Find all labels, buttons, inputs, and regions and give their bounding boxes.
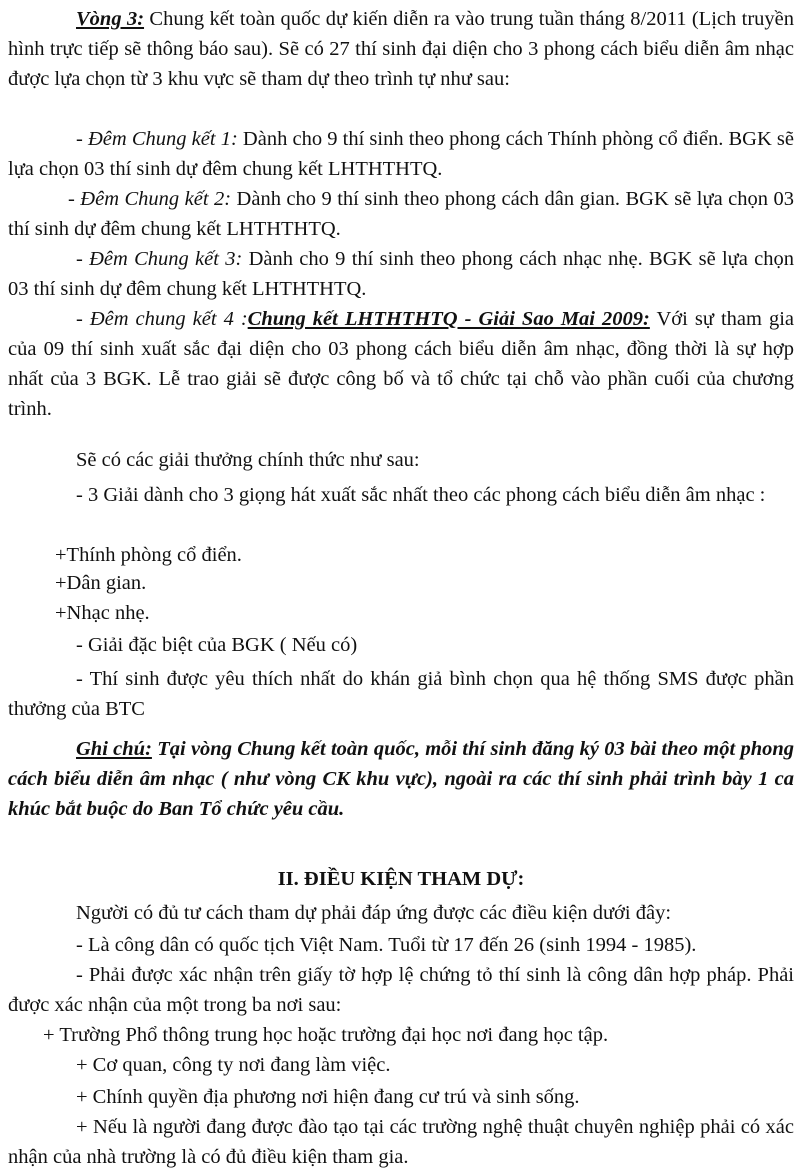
prizes-item2: - Giải đặc biệt của BGK ( Nếu có) — [76, 634, 358, 656]
note-text: Tại vòng Chung kết toàn quốc, mỗi thí sinh đăng ký 03 bài theo một phong cách biểu diễn âm nhạc ( như vòng CK khu vực), ngoài ra các thí sinh phải trình bày 1 ca khúc bắt buộc do Ban Tổ chức yêu cầu. — [8, 738, 794, 820]
section2-last: + Nếu là người đang được đào tạo tại các trường nghệ thuật chuyên nghiệp phải có xác nhận của nhà trường là có đủ điều kiện tham gia. — [8, 1116, 794, 1168]
prizes-item3: - Thí sinh được yêu thích nhất do khán giả bình chọn qua hệ thống SMS được phần thưởng của BTC — [8, 668, 794, 720]
night2-text: Dành cho 9 thí sinh theo phong cách dân gian. BGK sẽ lựa chọn 03 thí sinh dự đêm chung kết LHTHTHTQ. — [8, 188, 794, 240]
prize-style-folk: +Dân gian. — [55, 572, 147, 594]
night4-text: Với sự tham gia của 09 thí sinh xuất sắc đại diện cho 03 phong cách biểu diễn âm nhạc, đồng thời là sự hợp nhất của 3 BGK. Lễ trao giải sẽ được công bố và tổ chức tại chỗ vào phần cuối của chương trình. — [8, 308, 794, 420]
prizes-intro: Sẽ có các giải thưởng chính thức như sau: — [76, 449, 420, 471]
round3-label: Vòng 3: — [76, 8, 145, 30]
section2-heading: II. ĐIỀU KIỆN THAM DỰ: — [277, 868, 525, 890]
section2-sub-school: + Trường Phổ thông trung học hoặc trường đại học nơi đang học tập. — [43, 1024, 609, 1046]
section2-item1: - Là công dân có quốc tịch Việt Nam. Tuổi từ 17 đến 26 (sinh 1994 - 1985). — [76, 934, 697, 956]
prize-style-pop: +Nhạc nhẹ. — [55, 602, 150, 624]
prizes-item1: - 3 Giải dành cho 3 giọng hát xuất sắc nhất theo các phong cách biểu diễn âm nhạc : — [76, 484, 766, 506]
night3-paragraph — [8, 244, 794, 304]
round3-text: Chung kết toàn quốc dự kiến diễn ra vào trung tuần tháng 8/2011 (Lịch truyền hình trực tiếp sẽ thông báo sau). Sẽ có 27 thí sinh đại diện cho 3 phong cách biểu diễn âm nhạc được lựa chọn từ 3 khu vực sẽ tham dự theo trình tự như sau: — [8, 8, 794, 90]
round3-paragraph — [8, 4, 794, 94]
night4-title: Chung kết LHTHTHTQ - Giải Sao Mai 2009: — [247, 308, 650, 330]
night4-paragraph — [8, 304, 794, 424]
night4-label: - Đêm chung kết 4 : — [76, 308, 248, 330]
night2-paragraph — [8, 184, 794, 244]
night3-text: Dành cho 9 thí sinh theo phong cách nhạc nhẹ. BGK sẽ lựa chọn 03 thí sinh dự đêm chung kết LHTHTHTQ. — [8, 248, 794, 300]
section2-intro: Người có đủ tư cách tham dự phải đáp ứng được các điều kiện dưới đây: — [76, 902, 672, 924]
section2-sub-company: + Cơ quan, công ty nơi đang làm việc. — [76, 1054, 391, 1076]
night1-text: Dành cho 9 thí sinh theo phong cách Thính phòng cổ điển. BGK sẽ lựa chọn 03 thí sinh dự đêm chung kết LHTHTHTQ. — [8, 128, 794, 180]
note-paragraph — [8, 734, 794, 824]
note-label: Ghi chú: — [76, 738, 152, 760]
section2-item2: - Phải được xác nhận trên giấy tờ hợp lệ chứng tỏ thí sinh là công dân hợp pháp. Phải được xác nhận của một trong ba nơi sau: — [8, 964, 794, 1016]
night1-label: - Đêm Chung kết 1: — [76, 128, 238, 150]
night1-paragraph — [8, 124, 794, 184]
night3-label: - Đêm Chung kết 3: — [76, 248, 243, 270]
night2-label: - Đêm Chung kết 2: — [68, 188, 232, 210]
section2-sub-local: + Chính quyền địa phương nơi hiện đang cư trú và sinh sống. — [76, 1086, 580, 1108]
prize-style-classical: +Thính phòng cổ điển. — [55, 544, 242, 566]
